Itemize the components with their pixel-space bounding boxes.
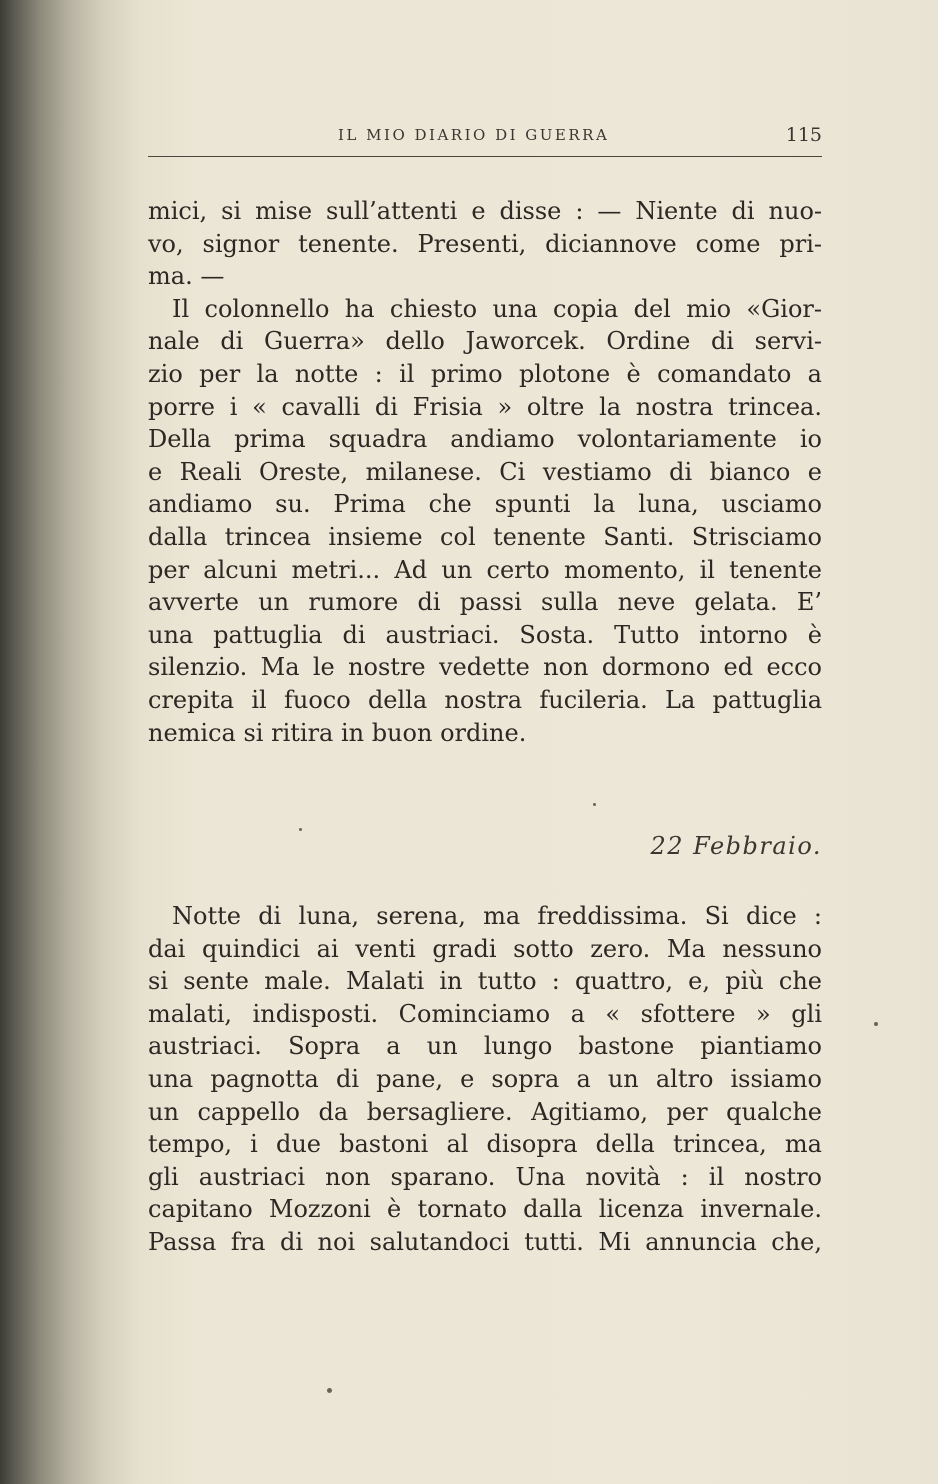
paragraph-3-line: una pagnotta di pane, e sopra a un altro issiamo <box>148 1064 822 1093</box>
paragraph-2-line: per alcuni metri... Ad un certo momento, il tenente <box>148 555 822 584</box>
paragraph-3-line: Passa fra di noi salutandoci tutti. Mi annuncia che, <box>148 1227 822 1256</box>
paragraph-3-line: austriaci. Sopra a un lungo bastone piantiamo <box>148 1032 822 1061</box>
paragraph-2-line: avverte un rumore di passi sulla neve gelata. E’ <box>148 588 822 617</box>
paper-speck <box>593 803 596 806</box>
paragraph-3-line: gli austriaci non sparano. Una novità : il nostro <box>148 1162 822 1191</box>
paper-speck <box>327 1388 332 1393</box>
paper-speck <box>874 1022 878 1026</box>
paragraph-2-line: porre i « cavalli di Frisia » oltre la nostra trincea. <box>148 392 822 421</box>
paragraph-1-line: ma. — <box>148 262 225 291</box>
paragraph-2-line: zio per la notte : il primo plotone è comandato a <box>148 359 822 388</box>
date-heading: 22 Febbraio. <box>650 832 822 860</box>
paragraph-3-line: capitano Mozzoni è tornato dalla licenza invernale. <box>148 1195 822 1224</box>
paragraph-3-line: malati, indisposti. Cominciamo a « sfottere » gli <box>148 999 822 1028</box>
paragraph-2-line: dalla trincea insieme col tenente Santi. Strisciamo <box>148 522 822 551</box>
paragraph-3-line: si sente male. Malati in tutto : quattro, e, più che <box>148 967 822 996</box>
paragraph-1-line: mici, si mise sull’attenti e disse : — Niente di nuo- <box>148 197 822 225</box>
paragraph-2-line: una pattuglia di austriaci. Sosta. Tutto intorno è <box>148 620 822 649</box>
paragraph-2-line: crepita il fuoco della nostra fucileria. La pattuglia <box>148 685 822 714</box>
body-text-bottom <box>148 900 822 1259</box>
running-title: IL MIO DIARIO DI GUERRA <box>338 126 610 144</box>
paragraph-3-line: dai quindici ai venti gradi sotto zero. Ma nessuno <box>148 934 822 963</box>
paragraph-2-line: nale di Guerra» dello Jaworcek. Ordine di servi- <box>148 327 822 356</box>
paragraph-2-line: andiamo su. Prima che spunti la luna, usciamo <box>148 490 822 519</box>
page-number: 115 <box>785 124 822 146</box>
paragraph-2-line: Della prima squadra andiamo volontariamente io <box>148 425 822 454</box>
body-text-top <box>148 195 822 749</box>
header-rule <box>148 156 822 157</box>
paragraph-2-line: e Reali Oreste, milanese. Ci vestiamo di bianco e <box>148 457 822 486</box>
paper-speck <box>299 828 302 831</box>
page-header <box>338 126 822 150</box>
paragraph-3-line: un cappello da bersagliere. Agitiamo, per qualche <box>148 1097 822 1126</box>
paragraph-2-line: nemica si ritira in buon ordine. <box>148 718 527 747</box>
paragraph-2-line: Il colonnello ha chiesto una copia del mio «Gior- <box>172 294 822 323</box>
paragraph-2-line: silenzio. Ma le nostre vedette non dormono ed ecco <box>148 653 822 682</box>
paragraph-3-line: tempo, i due bastoni al disopra della trincea, ma <box>148 1130 822 1159</box>
paragraph-1-line: vo, signor tenente. Presenti, diciannove come pri- <box>148 229 822 258</box>
paragraph-3-line: Notte di luna, serena, ma freddissima. Si dice : <box>172 902 822 930</box>
